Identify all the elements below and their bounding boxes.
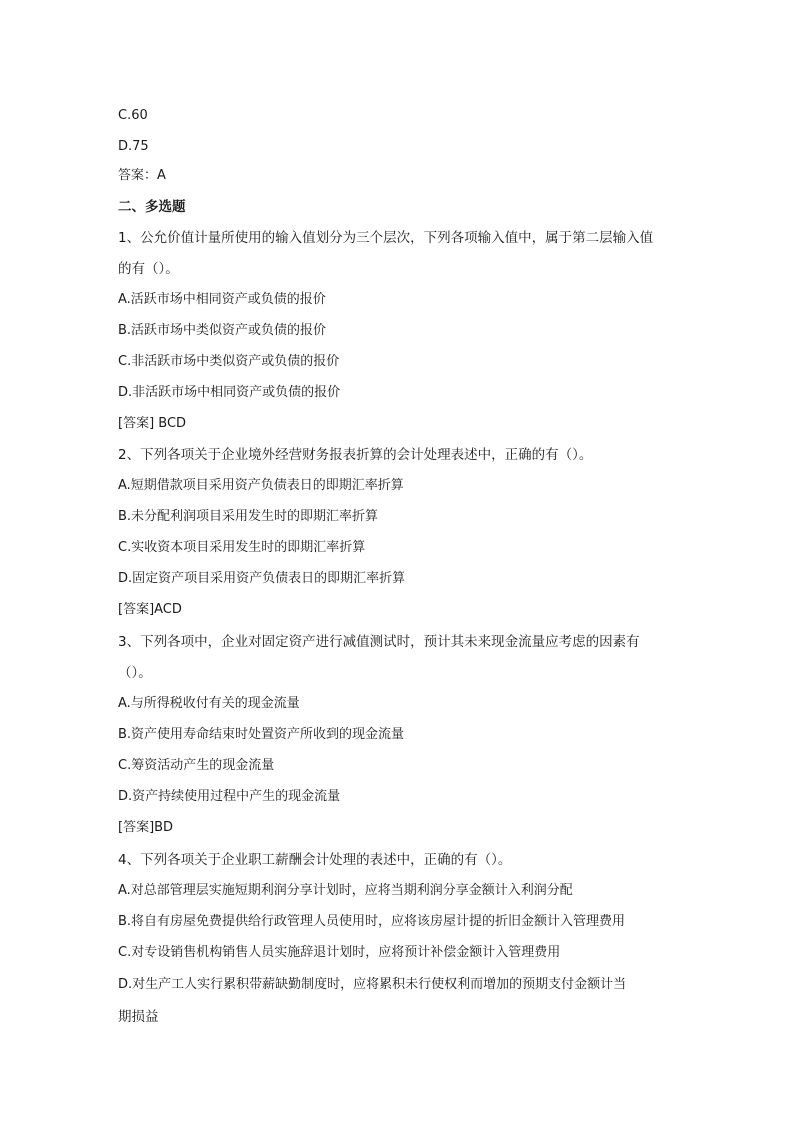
q3-option-d: D.资产持续使用过程中产生的现金流量	[118, 789, 341, 804]
q1-stem-line2: 的有（）。	[118, 261, 179, 277]
q2-stem: 2、下列各项关于企业境外经营财务报表折算的会计处理表述中，正确的有（）。	[118, 447, 593, 463]
q3-option-c: C.筹资活动产生的现金流量	[118, 758, 275, 773]
section-title: 二、多选题	[118, 199, 186, 215]
q4-option-a: A.对总部管理层实施短期利润分享计划时，应将当期利润分享金额计入利润分配	[118, 883, 573, 898]
q3-stem-line1: 3、下列各项中，企业对固定资产进行减值测试时，预计其未来现金流量应考虑的因素有	[118, 634, 640, 650]
q3-answer: [答案]BD	[118, 820, 174, 835]
q4-stem: 4、下列各项关于企业职工薪酬会计处理的表述中，正确的有（）。	[118, 852, 512, 868]
q4-option-d-line2: 期损益	[118, 1009, 159, 1025]
q4-option-c: C.对专设销售机构销售人员实施辞退计划时，应将预计补偿金额计入管理费用	[118, 945, 561, 960]
q1-stem-line1: 1、公允价值计量所使用的输入值划分为三个层次，下列各项输入值中，属于第二层输入值	[118, 230, 654, 246]
q1-option-c: C.非活跃市场中类似资产或负债的报价	[118, 354, 340, 369]
q1-answer: [答案] BCD	[118, 416, 187, 431]
q2-option-c: C.实收资本项目采用发生时的即期汇率折算	[118, 540, 366, 555]
prev-option-c: C.60	[118, 108, 148, 123]
q4-option-d-line1: D.对生产工人实行累积带薪缺勤制度时，应将累积未行使权利而增加的预期支付金额计当	[118, 977, 627, 992]
q1-option-a: A.活跃市场中相同资产或负债的报价	[118, 292, 326, 307]
q2-option-d: D.固定资产项目采用资产负债表日的即期汇率折算	[118, 571, 406, 586]
prev-option-d: D.75	[118, 139, 149, 154]
q2-option-a: A.短期借款项目采用资产负债表日的即期汇率折算	[118, 478, 404, 493]
q3-option-b: B.资产使用寿命结束时处置资产所收到的现金流量	[118, 727, 405, 742]
prev-answer: 答案：A	[118, 168, 166, 183]
q1-option-b: B.活跃市场中类似资产或负债的报价	[118, 323, 327, 338]
q2-option-b: B.未分配利润项目采用发生时的即期汇率折算	[118, 509, 379, 524]
q3-stem-line2: （）。	[118, 665, 152, 681]
q1-option-d: D.非活跃市场中相同资产或负债的报价	[118, 385, 341, 400]
q2-answer: [答案]ACD	[118, 602, 182, 617]
q4-option-b: B.将自有房屋免费提供给行政管理人员使用时，应将该房屋计提的折旧金额计入管理费用	[118, 914, 626, 929]
q3-option-a: A.与所得税收付有关的现金流量	[118, 696, 300, 711]
